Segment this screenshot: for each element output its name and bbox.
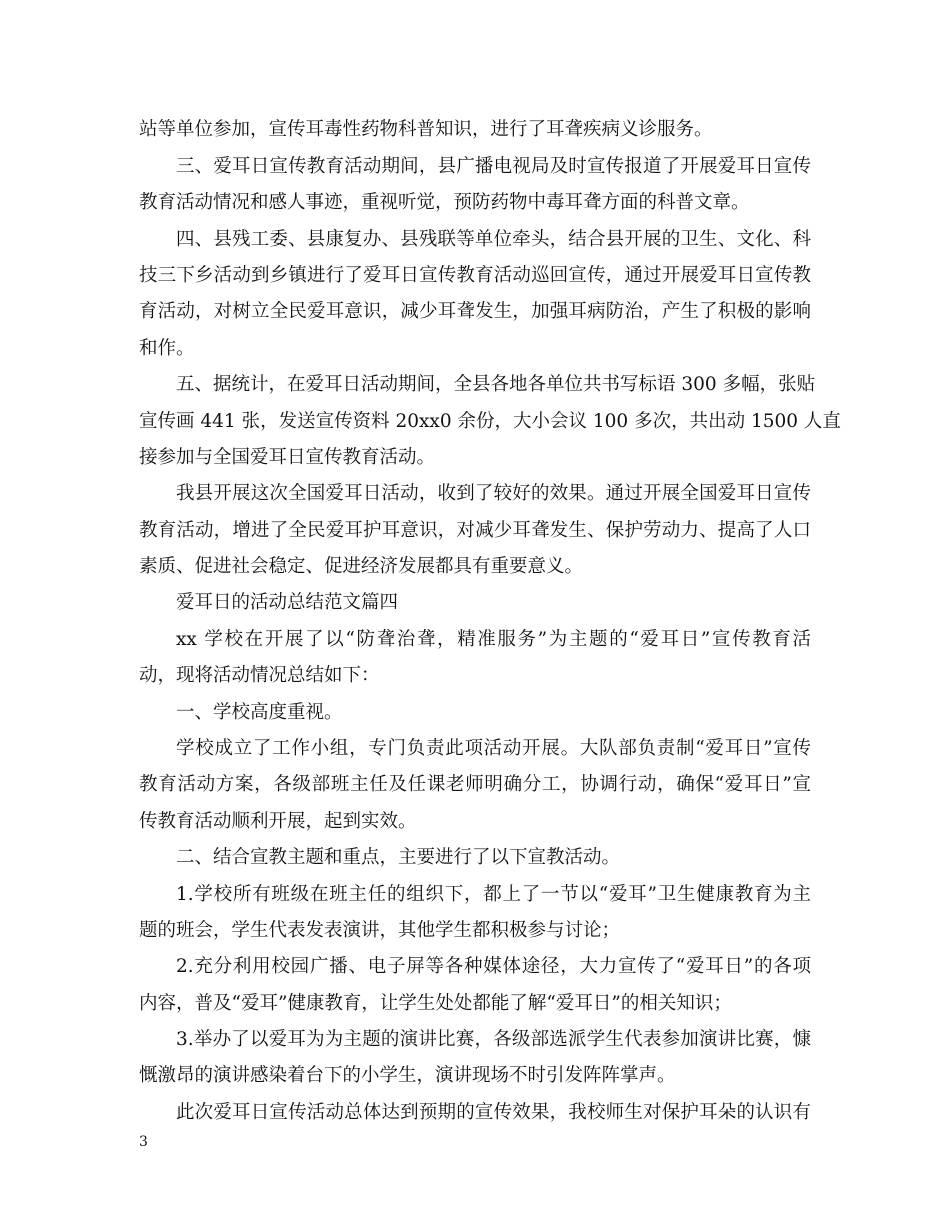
text-line: 教育活动方案，各级部班主任及任课老师明确分工，协调行动，确保“爱耳日”宣 — [139, 774, 811, 795]
text-line: 我县开展这次全国爱耳日活动，收到了较好的效果。通过开展全国爱耳日宣传 — [176, 483, 811, 504]
text-line: 慨激昂的演讲感染着台下的小学生，演讲现场不时引发阵阵掌声。 — [139, 1065, 676, 1086]
text-line: 技三下乡活动到乡镇进行了爱耳日宣传教育活动巡回宣传，通过开展爱耳日宣传教 — [139, 265, 811, 286]
text-line: 五、据统计，在爱耳日活动期间，全县各地各单位共书写标语 300 多幅，张贴 — [176, 374, 816, 395]
text-line: 教育活动，增进了全民爱耳护耳意识，对减少耳聋发生、保护劳动力、提高了人口 — [139, 520, 811, 541]
text-line: 二、结合宣教主题和重点，主要进行了以下宣教活动。 — [176, 847, 621, 868]
text-line: xx 学校在开展了以“防聋治聋，精准服务”为主题的“爱耳日”宣传教育活 — [176, 629, 811, 650]
text-line: 2.充分利用校园广播、电子屏等各种媒体途径，大力宣传了“爱耳日”的各项 — [176, 956, 811, 977]
text-line: 育活动，对树立全民爱耳意识，减少耳聋发生，加强耳病防治，产生了积极的影响 — [139, 301, 811, 322]
text-line: 传教育活动顺利开展，起到实效。 — [139, 811, 417, 832]
text-line: 教育活动情况和感人事迹，重视听觉，预防药物中毒耳聋方面的科普文章。 — [139, 192, 750, 213]
text-line: 动，现将活动情况总结如下： — [139, 665, 380, 686]
section-heading: 爱耳日的活动总结范文篇四 — [176, 592, 399, 613]
text-line: 和作。 — [139, 338, 195, 359]
text-line: 3.举办了以爱耳为为主题的演讲比赛，各级部选派学生代表参加演讲比赛，慷 — [176, 1029, 811, 1050]
text-line: 素质、促进社会稳定、促进经济发展都具有重要意义。 — [139, 556, 584, 577]
text-line: 学校成立了工作小组，专门负责此项活动开展。大队部负责制“爱耳日”宣传 — [176, 738, 811, 759]
text-line: 站等单位参加，宣传耳毒性药物科普知识，进行了耳聋疾病义诊服务。 — [139, 119, 713, 140]
text-line: 宣传画 441 张，发送宣传资料 20xx0 余份，大小会议 100 多次，共出动 1500 人直 — [139, 411, 841, 432]
text-line: 三、爱耳日宣传教育活动期间，县广播电视局及时宣传报道了开展爱耳日宣传 — [176, 156, 811, 177]
text-line: 内容，普及“爱耳”健康教育，让学生处处都能了解“爱耳日”的相关知识； — [139, 993, 732, 1014]
page-number: 3 — [139, 1134, 148, 1150]
text-line: 此次爱耳日宣传活动总体达到预期的宣传效果，我校师生对保护耳朵的认识有 — [176, 1102, 811, 1123]
text-line: 题的班会，学生代表发表演讲，其他学生都积极参与讨论； — [139, 920, 621, 941]
text-line: 接参加与全国爱耳日宣传教育活动。 — [139, 447, 436, 468]
text-line: 1.学校所有班级在班主任的组织下，都上了一节以“爱耳”卫生健康教育为主 — [176, 884, 811, 905]
text-line: 四、县残工委、县康复办、县残联等单位牵头，结合县开展的卫生、文化、科 — [176, 229, 811, 250]
text-line: 一、学校高度重视。 — [176, 702, 343, 723]
